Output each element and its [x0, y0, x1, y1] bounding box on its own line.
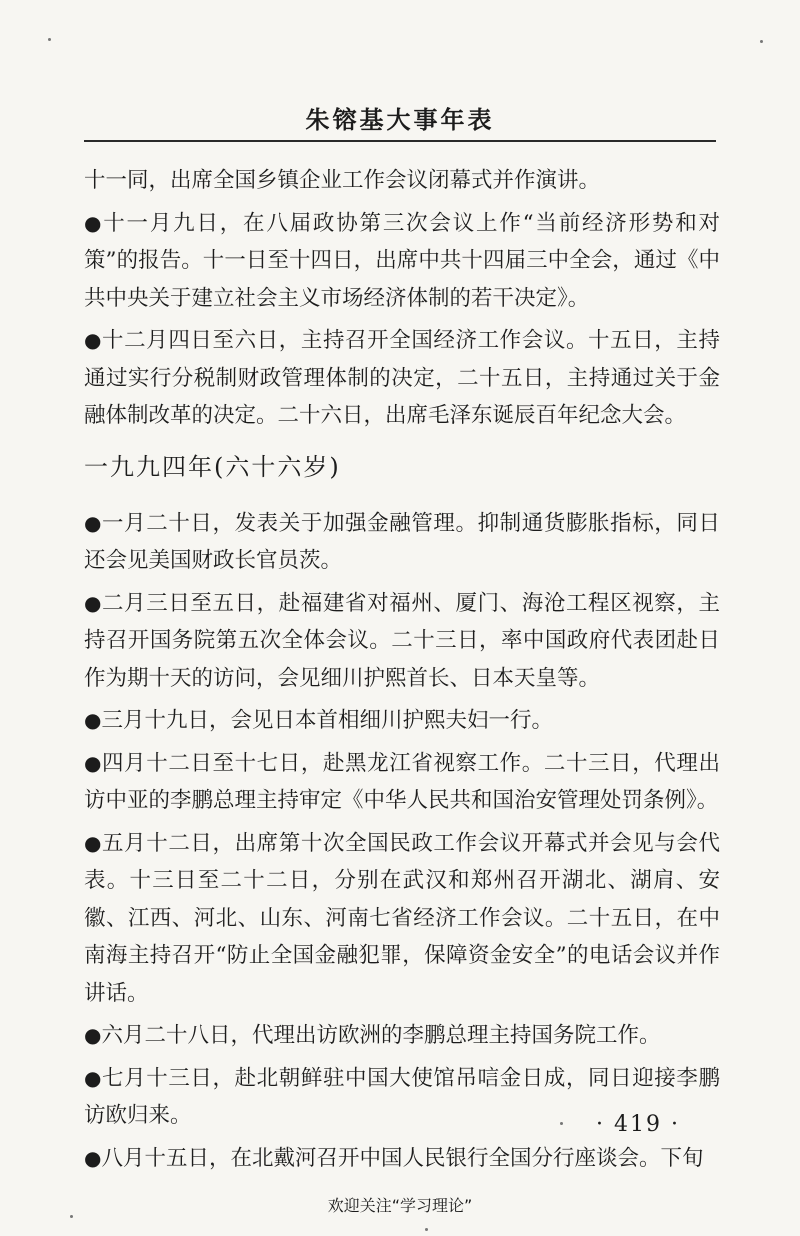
year-heading: 一九九四年(六十六岁)	[84, 452, 341, 481]
paragraph: 十一同，出席全国乡镇企业工作会议闭幕式并作演讲。	[84, 168, 601, 193]
bullet-icon: ●	[84, 210, 104, 235]
scan-speck	[70, 1215, 73, 1218]
header-rule	[84, 140, 716, 142]
bullet-icon: ●	[84, 590, 103, 615]
body-text	[84, 162, 720, 1182]
scan-speck	[760, 40, 763, 43]
paragraph: ●七月十三日，赴北朝鲜驻中国大使馆吊唁金日成，同日迎接李鹏访欧归来。	[84, 1065, 720, 1128]
bullet-icon: ●	[84, 708, 102, 732]
paragraph: ●四月十二日至十七日，赴黑龙江省视察工作。二十三日，代理出访中亚的李鹏总理主持审定《中华人民共和国治安管理处罚条例》。	[84, 750, 720, 813]
bullet-icon: ●	[84, 1023, 102, 1047]
scan-speck	[560, 1122, 563, 1125]
paragraph: ●十二月四日至六日，主持召开全国经济工作会议。十五日，主持通过实行分税制财政管理体制的决定，二十五日，主持通过关于金融体制改革的决定。二十六日，出席毛泽东诞辰百年纪念大会。	[84, 328, 720, 428]
paragraph: ●十一月九日，在八届政协第三次会议上作“当前经济形势和对策”的报告。十一日至十四日，出席中共十四届三中全会，通过《中共中央关于建立社会主义市场经济体制的若干决定》。	[84, 210, 720, 311]
bullet-icon: ●	[84, 830, 103, 855]
bullet-icon: ●	[84, 750, 103, 775]
scan-speck	[48, 38, 51, 41]
paragraph: ●六月二十八日，代理出访欧洲的李鹏总理主持国务院工作。	[84, 1023, 661, 1048]
running-header-title: 朱镕基大事年表	[305, 105, 495, 134]
footer-note: 欢迎关注“学习理论”	[327, 1196, 473, 1215]
bullet-icon: ●	[84, 510, 103, 535]
paragraph: ●八月十五日，在北戴河召开中国人民银行全国分行座谈会。下旬	[84, 1145, 704, 1171]
bullet-icon: ●	[84, 1065, 103, 1090]
scan-speck	[425, 1228, 428, 1231]
paragraph: ●二月三日至五日，赴福建省对福州、厦门、海沧工程区视察，主持召开国务院第五次全体会议。二十三日，率中国政府代表团赴日作为期十天的访问，会见细川护熙首长、日本天皇等。	[84, 590, 720, 691]
paragraph: ●三月十九日，会见日本首相细川护熙夫妇一行。	[84, 708, 553, 733]
paragraph: ●五月十二日，出席第十次全国民政工作会议开幕式并会见与会代表。十三日至二十二日，分别在武汉和郑州召开湖北、湖肩、安徽、江西、河北、山东、河南七省经济工作会议。二十五日，在中南海主持召开“防止全国金融犯罪，保障资金安全”的电话会议并作讲话。	[84, 830, 720, 1006]
bullet-icon: ●	[84, 328, 103, 352]
bullet-icon: ●	[84, 1145, 102, 1170]
paragraph: ●一月二十日，发表关于加强金融管理。抑制通货膨胀指标，同日还会见美国财政长官员茨。	[84, 510, 720, 573]
page-number: · 419 ·	[596, 1112, 680, 1137]
